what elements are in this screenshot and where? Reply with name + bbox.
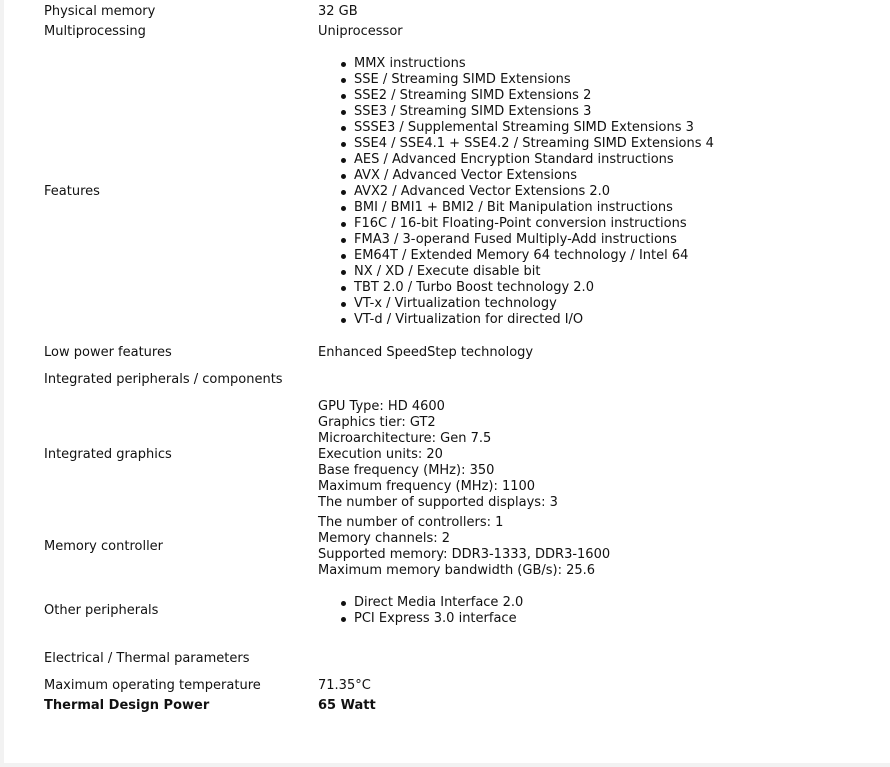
low-power-value: Enhanced SpeedStep technology: [318, 345, 534, 360]
graphics-supported-displays: The number of supported displays: 3: [318, 495, 558, 510]
list-item: VT-d / Virtualization for directed I/O: [318, 312, 714, 328]
physical-memory-label: Physical memory: [44, 4, 156, 19]
electrical-thermal-heading: Electrical / Thermal parameters: [44, 651, 250, 666]
physical-memory-value: 32 GB: [318, 4, 358, 19]
features-label: Features: [44, 184, 100, 199]
tdp-value: 65 Watt: [318, 698, 376, 713]
max-temp-value: 71.35°C: [318, 678, 371, 693]
spec-table: [4, 0, 890, 763]
graphics-execution-units: Execution units: 20: [318, 447, 443, 462]
list-item: SSE3 / Streaming SIMD Extensions 3: [318, 104, 714, 120]
list-item: NX / XD / Execute disable bit: [318, 264, 714, 280]
list-item: FMA3 / 3-operand Fused Multiply-Add instructions: [318, 232, 714, 248]
list-item: MMX instructions: [318, 56, 714, 72]
list-item: PCI Express 3.0 interface: [318, 611, 523, 627]
list-item: SSE / Streaming SIMD Extensions: [318, 72, 714, 88]
memory-controller-values: [318, 515, 610, 579]
features-list: [318, 56, 714, 328]
list-item: BMI / BMI1 + BMI2 / Bit Manipulation instructions: [318, 200, 714, 216]
list-item: AVX2 / Advanced Vector Extensions 2.0: [318, 184, 714, 200]
graphics-tier: Graphics tier: GT2: [318, 415, 436, 430]
graphics-base-frequency: Base frequency (MHz): 350: [318, 463, 495, 478]
tdp-label: Thermal Design Power: [44, 698, 210, 713]
memory-controllers-count: The number of controllers: 1: [318, 515, 504, 530]
list-item: TBT 2.0 / Turbo Boost technology 2.0: [318, 280, 714, 296]
integrated-graphics-label: Integrated graphics: [44, 447, 172, 462]
list-item: SSE2 / Streaming SIMD Extensions 2: [318, 88, 714, 104]
low-power-label: Low power features: [44, 345, 172, 360]
other-peripherals-label: Other peripherals: [44, 603, 159, 618]
graphics-microarchitecture: Microarchitecture: Gen 7.5: [318, 431, 492, 446]
memory-controller-label: Memory controller: [44, 539, 164, 554]
graphics-max-frequency: Maximum frequency (MHz): 1100: [318, 479, 536, 494]
graphics-gpu-type: GPU Type: HD 4600: [318, 399, 445, 414]
list-item: Direct Media Interface 2.0: [318, 595, 523, 611]
list-item: SSE4 / SSE4.1 + SSE4.2 / Streaming SIMD Extensions 4: [318, 136, 714, 152]
memory-channels: Memory channels: 2: [318, 531, 450, 546]
list-item: F16C / 16-bit Floating-Point conversion instructions: [318, 216, 714, 232]
memory-supported: Supported memory: DDR3-1333, DDR3-1600: [318, 547, 611, 562]
list-item: SSSE3 / Supplemental Streaming SIMD Extensions 3: [318, 120, 714, 136]
list-item: VT-x / Virtualization technology: [318, 296, 714, 312]
max-temp-label: Maximum operating temperature: [44, 678, 261, 693]
other-peripherals-list: [318, 595, 523, 627]
list-item: EM64T / Extended Memory 64 technology / Intel 64: [318, 248, 714, 264]
integrated-graphics-values: [318, 399, 558, 511]
list-item: AES / Advanced Encryption Standard instructions: [318, 152, 714, 168]
integrated-peripherals-heading: Integrated peripherals / components: [44, 372, 283, 387]
multiprocessing-label: Multiprocessing: [44, 24, 146, 39]
memory-bandwidth: Maximum memory bandwidth (GB/s): 25.6: [318, 563, 596, 578]
multiprocessing-value: Uniprocessor: [318, 24, 403, 39]
list-item: AVX / Advanced Vector Extensions: [318, 168, 714, 184]
